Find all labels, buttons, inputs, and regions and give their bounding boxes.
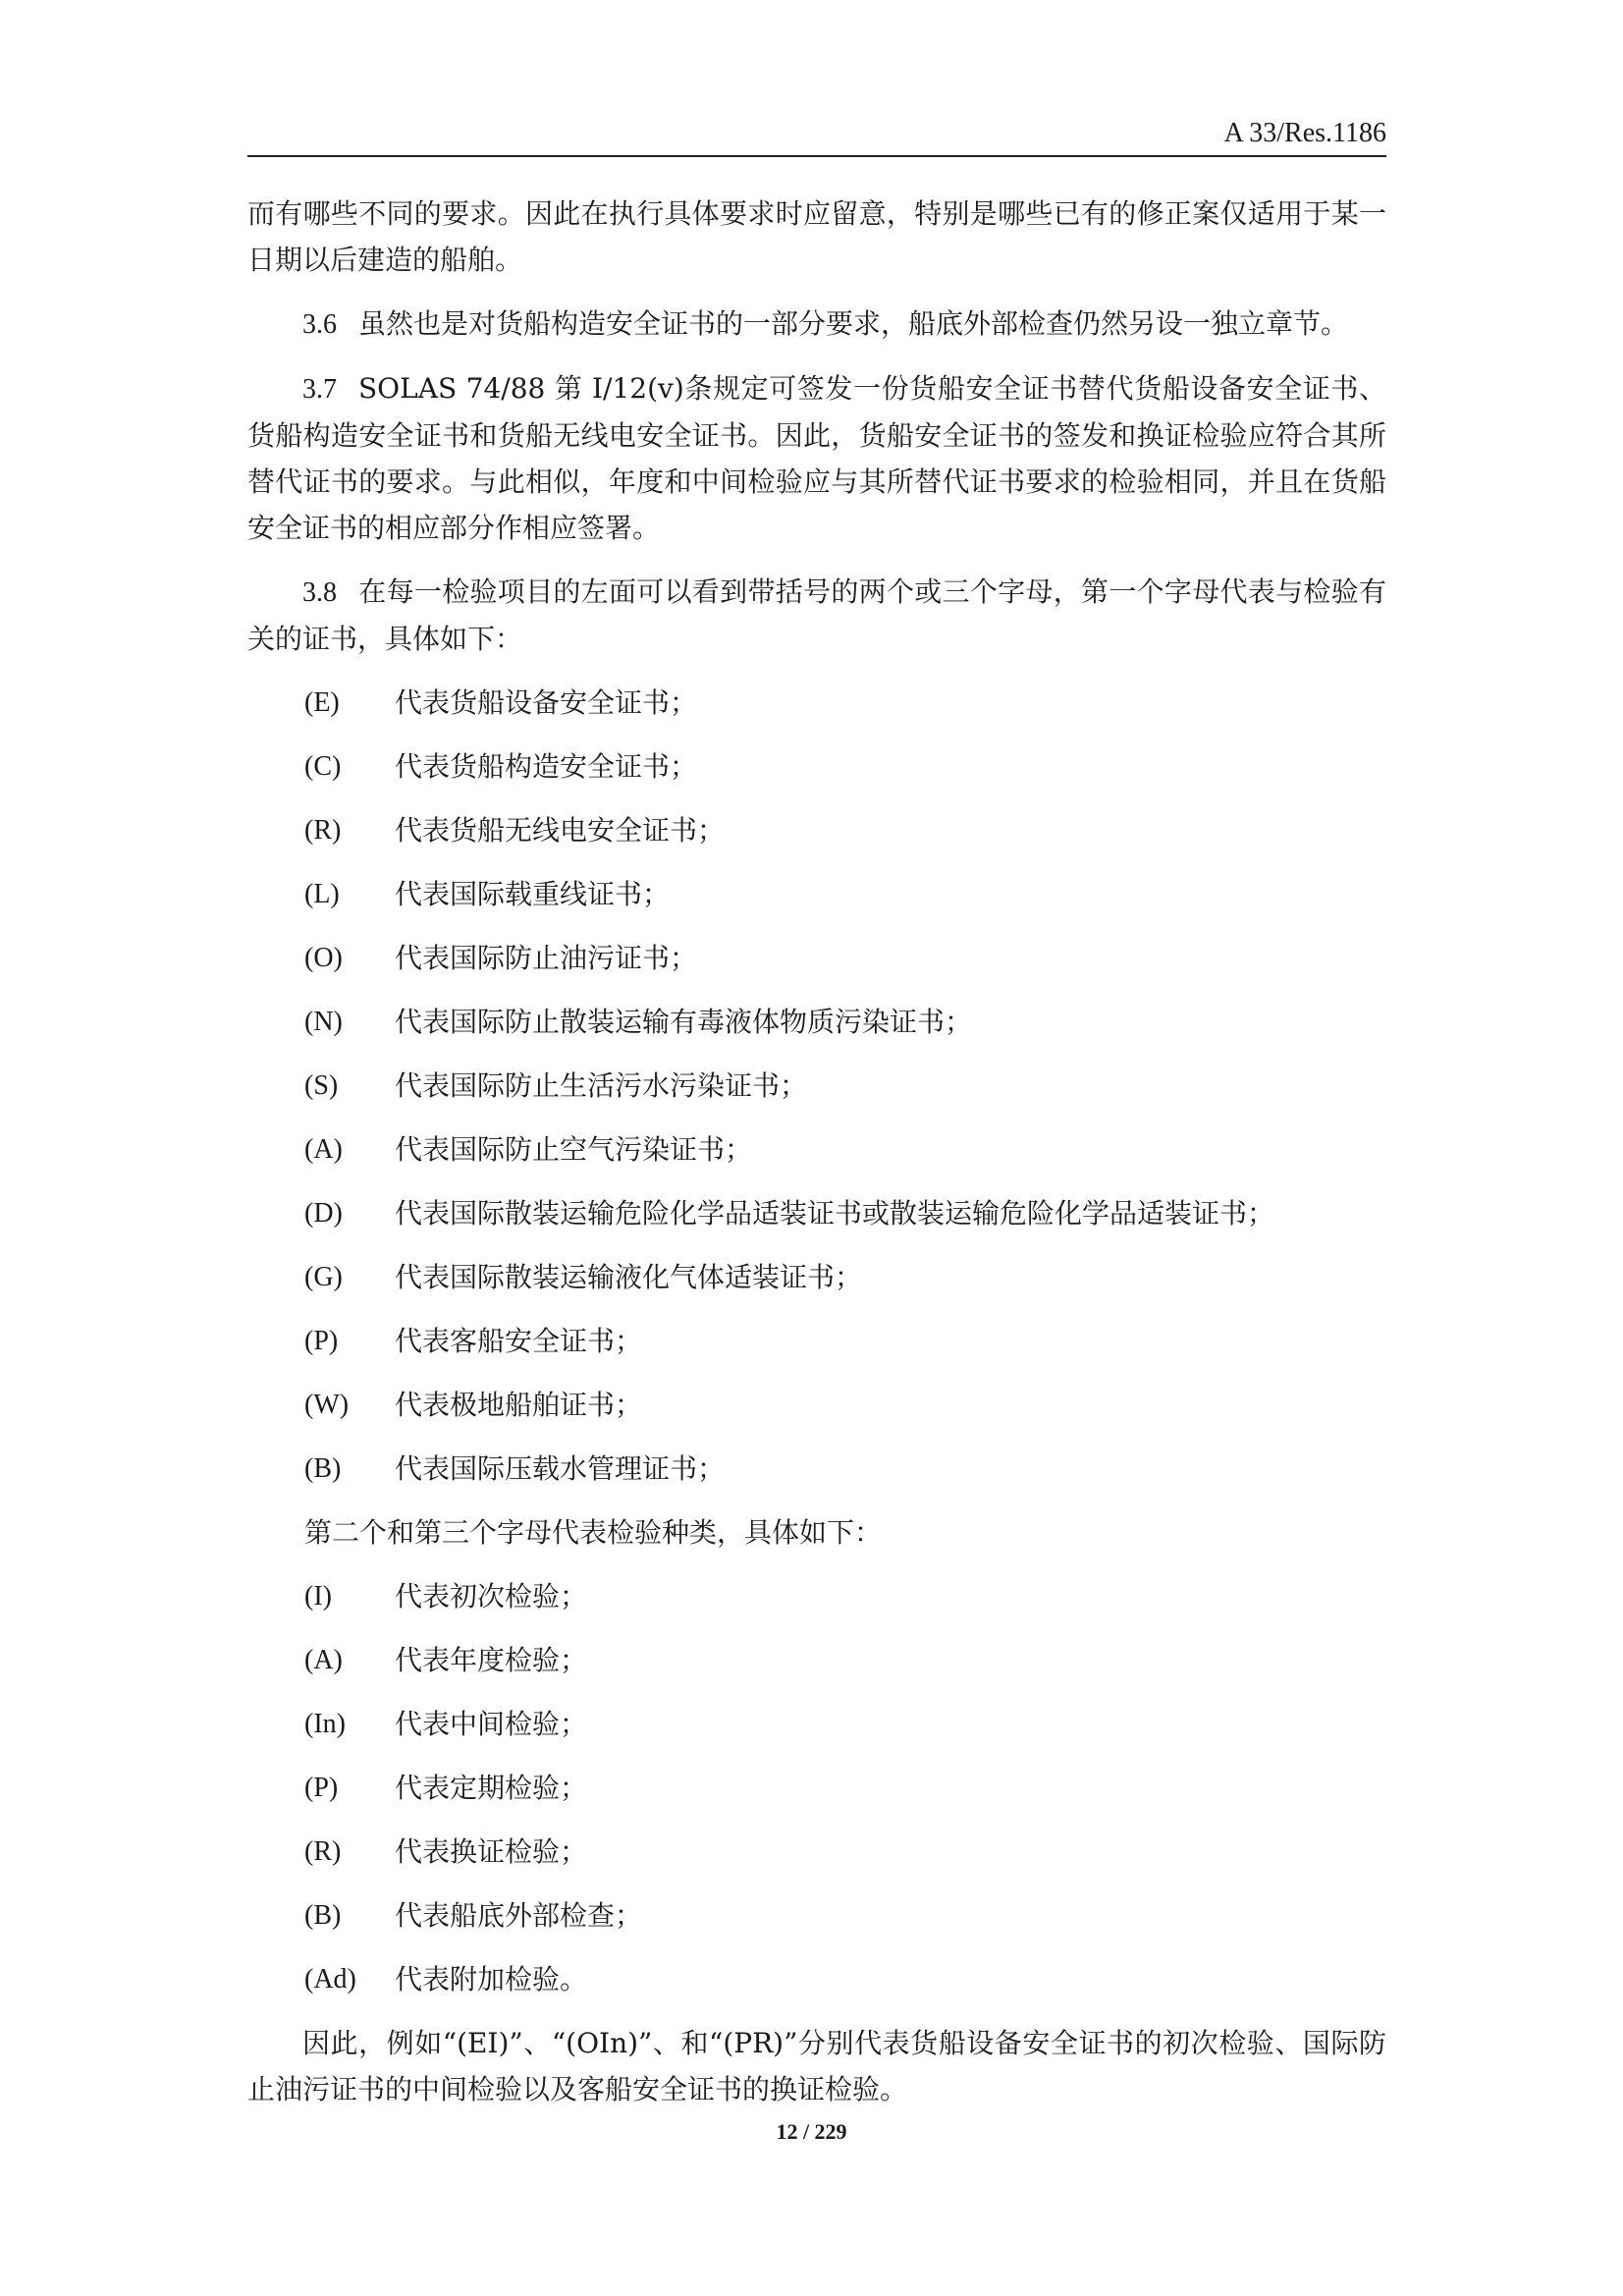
list-item — [247, 999, 1386, 1045]
item-code: (P) — [304, 1773, 339, 1803]
document-code: A 33/Res.1186 — [1223, 118, 1386, 148]
item-code: (N) — [304, 1007, 343, 1037]
item-desc: 代表国际防止油污证书； — [395, 942, 698, 974]
list-item — [247, 871, 1386, 917]
list-item — [247, 680, 1386, 726]
item-desc: 代表换证检验； — [395, 1835, 588, 1868]
closing-paragraph: 因此，例如“(EI)”、“(OIn)”、和“(PR)”分别代表货船设备安全证书的初次检验、国际防止油污证书的中间检验以及客船安全证书的换证检验。 — [247, 2027, 1386, 2105]
item-code: (A) — [304, 1134, 343, 1165]
certificate-list — [247, 680, 1386, 1492]
paragraph-number: 3.6 — [302, 309, 337, 340]
item-code: (L) — [304, 879, 340, 909]
item-desc: 代表货船无线电安全证书； — [395, 814, 726, 847]
paragraph-text: SOLAS 74/88 第 I/12(v)条规定可签发一份货船安全证书替代货船设备安全证书、货船构造安全证书和货船无线电安全证书。因此，货船安全证书的签发和换证检验应符合其所替代证书的要求。与此相似，年度和中间检验应与其所替代证书要求的检验相同，并且在货船安全证书的相应部分作相应签署。 — [247, 372, 1386, 544]
item-desc: 代表国际载重线证书； — [395, 878, 671, 910]
item-desc: 代表国际防止空气污染证书； — [395, 1133, 753, 1166]
item-desc: 代表国际防止生活污水污染证书； — [395, 1069, 808, 1102]
list-item — [247, 1637, 1386, 1683]
item-code: (Ad) — [304, 1964, 356, 1995]
list-item — [247, 1573, 1386, 1619]
item-desc: 代表定期检验； — [395, 1772, 588, 1804]
list-item — [247, 1126, 1386, 1173]
item-desc: 代表初次检验； — [395, 1580, 588, 1613]
item-code: (In) — [304, 1709, 346, 1739]
item-code: (P) — [304, 1326, 339, 1356]
paragraph-number: 3.7 — [302, 374, 337, 405]
paragraph-number: 3.8 — [302, 577, 337, 608]
item-desc: 代表极地船舶证书； — [395, 1389, 643, 1421]
survey-intro: 第二个和第三个字母代表检验种类，具体如下： — [304, 1516, 883, 1549]
item-code: (C) — [304, 751, 342, 782]
list-item — [247, 1063, 1386, 1109]
item-desc: 代表客船安全证书； — [395, 1325, 643, 1357]
item-desc: 代表国际散装运输液化气体适装证书； — [395, 1261, 863, 1293]
item-code: (E) — [304, 687, 340, 718]
paragraph-text: 在每一检验项目的左面可以看到带括号的两个或三个字母，第一个字母代表与检验有关的证书，具体如下： — [247, 575, 1386, 655]
paragraph-3-6 — [247, 301, 1386, 348]
item-desc: 代表中间检验； — [395, 1708, 588, 1740]
survey-type-list — [247, 1573, 1386, 2002]
paragraph-3-7 — [247, 365, 1386, 551]
list-item — [247, 1765, 1386, 1811]
list-item — [247, 1318, 1386, 1364]
page-number: 12 / 229 — [776, 2119, 847, 2144]
item-desc: 代表国际散装运输危险化学品适装证书或散装运输危险化学品适装证书； — [395, 1197, 1275, 1230]
list-item — [247, 1190, 1386, 1236]
paragraph-text: 虽然也是对货船构造安全证书的一部分要求，船底外部检查仍然另设一独立章节。 — [358, 307, 1349, 340]
item-code: (G) — [304, 1262, 343, 1292]
list-item — [247, 1701, 1386, 1747]
item-code: (S) — [304, 1070, 339, 1101]
item-code: (R) — [304, 815, 342, 846]
document-body — [247, 191, 1386, 2130]
list-item — [247, 743, 1386, 790]
page-header — [247, 116, 1386, 157]
list-item — [247, 1892, 1386, 1939]
intro-paragraph: 而有哪些不同的要求。因此在执行具体要求时应留意，特别是哪些已有的修正案仅适用于某一日期以后建造的船舶。 — [247, 197, 1386, 276]
item-desc: 代表国际防止散装运输有毒液体物质污染证书； — [395, 1006, 973, 1038]
list-item — [247, 1382, 1386, 1428]
list-item — [247, 1254, 1386, 1300]
item-desc: 代表国际压载水管理证书； — [395, 1452, 726, 1485]
list-item — [247, 1829, 1386, 1875]
item-code: (A) — [304, 1645, 343, 1675]
list-item — [247, 1446, 1386, 1492]
item-code: (D) — [304, 1198, 343, 1229]
item-code: (B) — [304, 1453, 342, 1484]
paragraph-3-8 — [247, 569, 1386, 662]
item-desc: 代表船底外部检查； — [395, 1899, 643, 1932]
item-desc: 代表年度检验； — [395, 1644, 588, 1676]
item-code: (R) — [304, 1836, 342, 1867]
list-item — [247, 935, 1386, 981]
item-desc: 代表货船构造安全证书； — [395, 750, 698, 783]
item-code: (O) — [304, 943, 343, 973]
list-item — [247, 807, 1386, 853]
item-code: (B) — [304, 1900, 342, 1931]
item-desc: 代表附加检验。 — [395, 1963, 588, 1995]
list-item — [247, 1956, 1386, 2002]
item-code: (W) — [304, 1390, 350, 1420]
item-desc: 代表货船设备安全证书； — [395, 686, 698, 719]
item-code: (I) — [304, 1581, 332, 1612]
